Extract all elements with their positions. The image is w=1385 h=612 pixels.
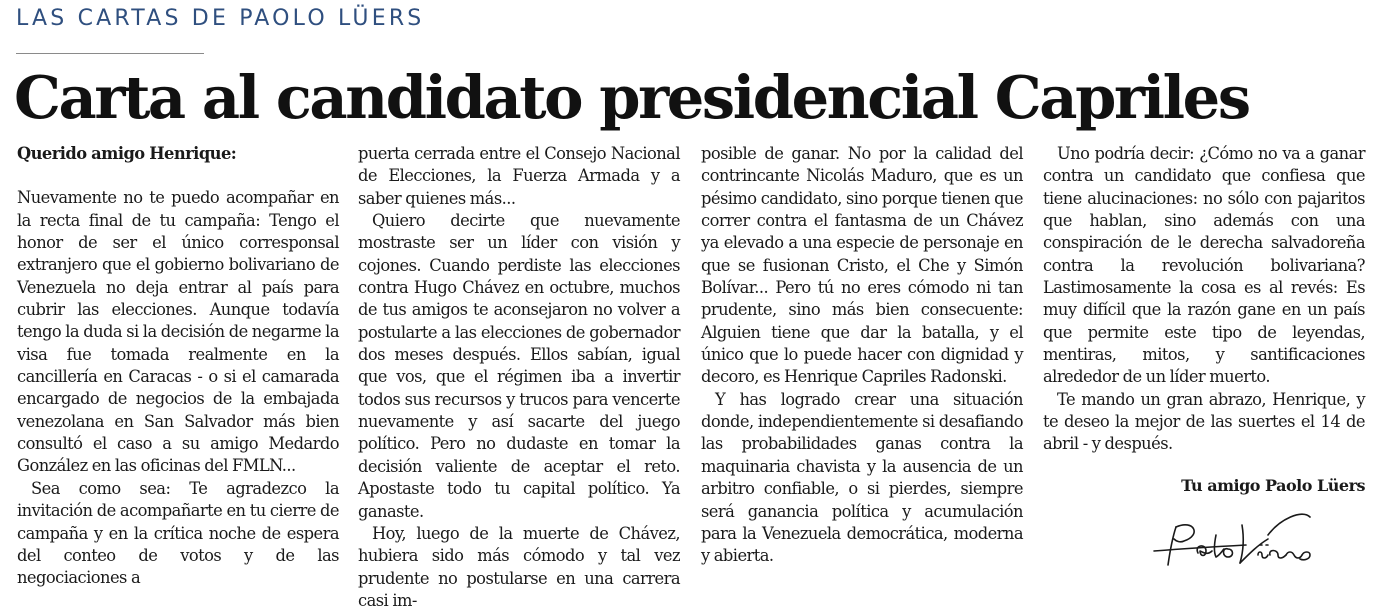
section-kicker: LAS CARTAS DE PAOLO LÜERS (16, 6, 425, 31)
paragraph: Nuevamente no te puedo acompañar en la recta final de tu campaña: Tengo el honor de ser el único corresponsal extranjero que el gobierno bolivariano de Venezuela no deja entrar al país para cubrir las elecciones. Aunque todavía tengo la duda si la decisión de negarme la visa fue tomada realmente en la cancillería en Caracas - o si el camarada encargado de negocios de la embajada venezolana en San Salvador más bien consultó el caso a su amigo Medardo González en las oficinas del FMLN... (17, 188, 339, 476)
handwritten-signature (1150, 505, 1325, 577)
article-column-2 (358, 143, 680, 612)
paragraph: Sea como sea: Te agradezco la invitación de acompañarte en tu cierre de campaña y en la crítica noche de espera del conteo de votos y de las negociaciones a (17, 478, 339, 588)
paragraph: Te mando un gran abrazo, Henrique, y te deseo la mejor de las suertes el 14 de abril - y después. (1043, 389, 1365, 454)
letter-greeting: Querido amigo Henrique: (17, 144, 237, 163)
article-column-1 (17, 143, 339, 590)
letter-closing: Tu amigo Paolo Lüers (1181, 476, 1365, 495)
paragraph: posible de ganar. No por la calidad del contrincante Nicolás Maduro, que es un pésimo candidato, sino porque tienen que correr contra el fantasma de un Chávez ya elevado a una especie de personaje en que se fusionan Cristo, el Che y Simón Bolívar... Pero tú no eres cómodo ni tan prudente, sino más bien consecuente: Alguien tiene que dar la batalla, y el único que lo puede hacer con dignidad y decoro, es Henrique Capriles Radonski. (701, 144, 1023, 387)
paragraph: Quiero decirte que nuevamente mostraste ser un líder con visión y cojones. Cuando perdiste las elecciones contra Hugo Chávez en octubre, muchos de tus amigos te aconsejaron no volver a postularte a las elecciones de gobernador dos meses después. Ellos sabían, igual que vos, que el régimen iba a invertir todos sus recursos y trucos para vencerte nuevamente y así sacarte del juego político. Pero no dudaste en tomar la decisión valiente de aceptar el reto. Apostaste todo tu capital político. Ya ganaste. (358, 211, 680, 521)
paragraph: puerta cerrada entre el Consejo Nacional de Elecciones, la Fuerza Armada y a saber quienes más... (358, 144, 680, 208)
article-column-4 (1043, 143, 1365, 456)
paragraph: Y has logrado crear una situación donde, independientemente si desafiando las probabilidades ganas contra la maquinaria chavista y la ausencia de un arbitro confiable, o si pierdes, siempre será ganancia política y acumulación para la Venezuela democrática, moderna y abierta. (701, 389, 1023, 566)
paragraph: Uno podría decir: ¿Cómo no va a ganar contra un candidato que confiesa que tiene alucinaciones: no sólo con pajaritos que hablan, sino además con una conspiración de le derecha salvadoreña contra la revolución bolivariana? Lastimosamente la cosa es al revés: Es muy difícil que la razón gane en un país que permite este tipo de leyendas, mentiras, mitos, y santificaciones alrededor de un líder muerto. (1043, 144, 1365, 387)
article-column-3 (701, 143, 1023, 568)
paragraph: Hoy, luego de la muerte de Chávez, hubiera sido más cómodo y tal vez prudente no postularse en una carrera casi im- (358, 523, 680, 610)
article-headline: Carta al candidato presidencial Capriles (14, 63, 1249, 132)
kicker-divider (16, 53, 204, 54)
